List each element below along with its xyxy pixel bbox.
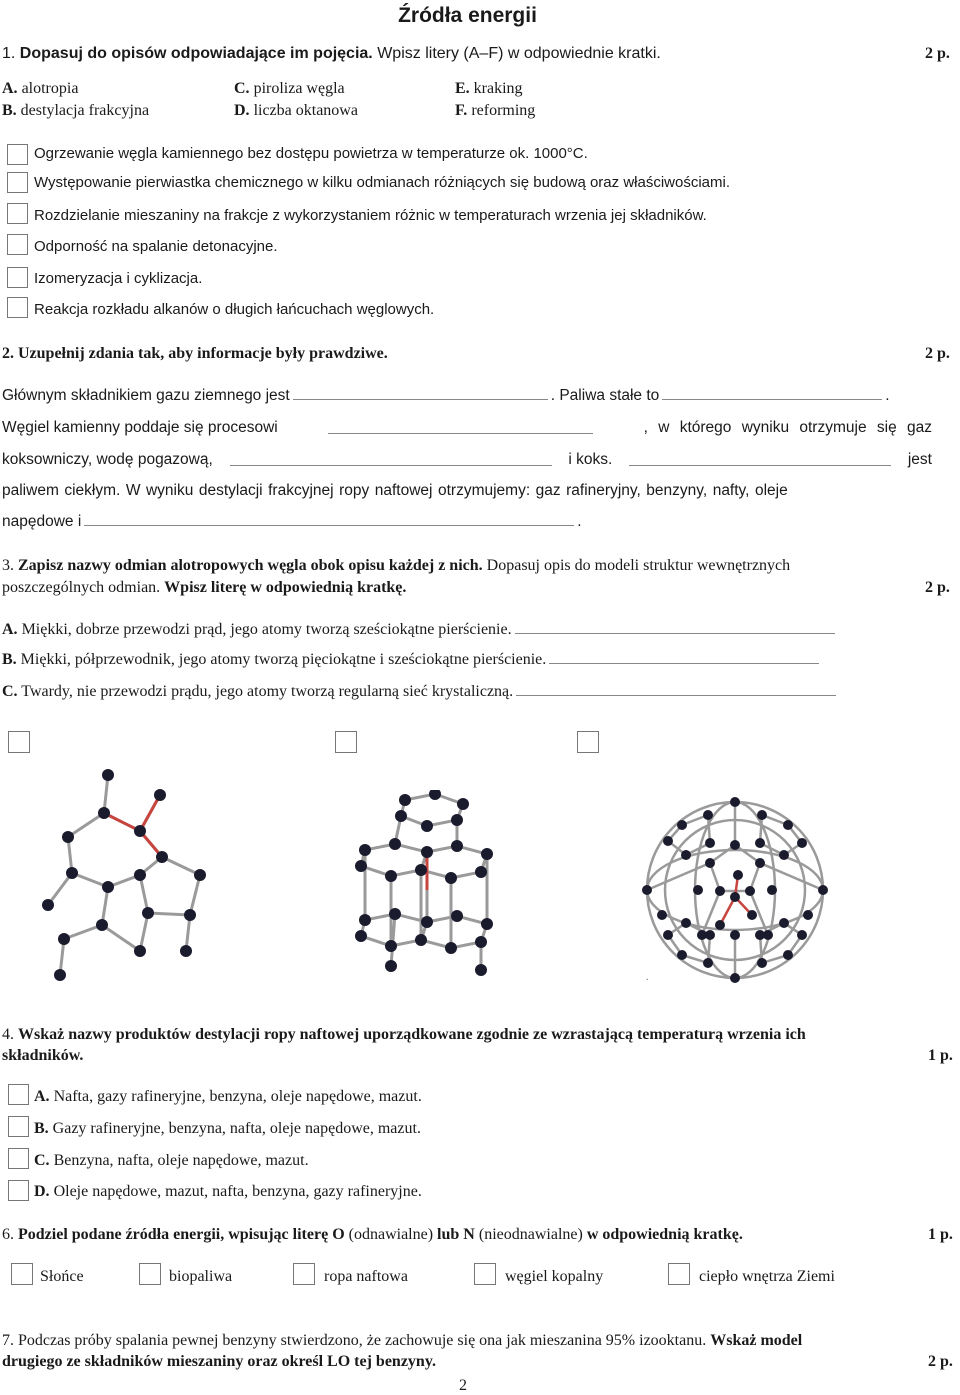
q4-option-c: C. Benzyna, nafta, oleje napędowe, mazut.: [34, 1152, 309, 1169]
term-e: E. kraking: [455, 80, 523, 97]
q4-box-a[interactable]: [8, 1084, 29, 1105]
q3-heading-line-2: poszczególnych odmian. Wpisz literę w odpowiednią kratkę.: [2, 579, 407, 596]
term-c: C. piroliza węgla: [234, 80, 345, 97]
blank-5[interactable]: [629, 464, 891, 466]
q4-box-b[interactable]: [8, 1116, 29, 1137]
q2-line-4: paliwem ciekłym. W wyniku destylacji frakcyjnej ropy naftowej otrzymujemy: gaz rafineryjny, benzyny, nafty, oleje: [2, 482, 788, 499]
model-box-3[interactable]: [577, 731, 599, 753]
description-6: Reakcja rozkładu alkanów o długich łańcuchach węglowych.: [34, 301, 435, 318]
q2-line-2: Węgiel kamienny poddaje się procesowi , w którego wyniku otrzymuje się gaz: [2, 419, 932, 436]
answer-box-4[interactable]: [7, 234, 28, 255]
term-a: A. alotropia: [2, 80, 79, 97]
q7-line-2: drugiego ze składników mieszaniny oraz określ LO tej benzyny.: [2, 1353, 436, 1370]
q4-box-d[interactable]: [8, 1180, 29, 1201]
q3-option-a: A. Miękki, dobrze przewodzi prąd, jego atomy tworzą sześciokątne pierścienie.: [2, 621, 838, 639]
q3-blank-a[interactable]: [515, 632, 835, 634]
graphite-structure-icon: [345, 790, 525, 980]
fullerene-structure-icon: [642, 785, 828, 995]
q4-option-d: D. Oleje napędowe, mazut, nafta, benzyna, gazy rafineryjne.: [34, 1183, 422, 1200]
blank-3[interactable]: [328, 432, 593, 434]
source-1: Słońce: [40, 1268, 84, 1285]
q6-box-5[interactable]: [668, 1263, 690, 1285]
answer-box-5[interactable]: [7, 267, 28, 288]
description-1: Ogrzewanie węgla kamiennego bez dostępu powietrza w temperaturze ok. 1000°C.: [34, 145, 588, 162]
model-box-1[interactable]: [8, 731, 30, 753]
q1-points: 2 p.: [925, 45, 950, 62]
q3-option-c: C. Twardy, nie przewodzi prądu, jego atomy tworzą regularną sieć krystaliczną.: [2, 683, 839, 701]
q4-option-b: B. Gazy rafineryjne, benzyna, nafta, oleje napędowe, mazut.: [34, 1120, 421, 1137]
answer-box-1[interactable]: [7, 144, 28, 165]
blank-1[interactable]: [293, 398, 548, 400]
term-b: B. destylacja frakcyjna: [2, 102, 150, 119]
q6-box-1[interactable]: [11, 1263, 33, 1285]
page-number: 2: [459, 1377, 467, 1394]
q2-line-3: koksowniczy, wodę pogazową, i koks. jest: [2, 451, 932, 468]
q2-line-1: Głównym składnikiem gazu ziemnego jest . Paliwa stałe to .: [2, 387, 890, 404]
model-box-2[interactable]: [335, 731, 357, 753]
blank-4[interactable]: [230, 464, 552, 466]
q7-line-1: 7. Podczas próby spalania pewnej benzyny stwierdzono, że zachowuje się ona jak mieszanina 95% izooktanu. Wskaż model: [2, 1332, 803, 1349]
description-2: Występowanie pierwiastka chemicznego w kilku odmianach różniących się budową oraz właściwościami.: [34, 174, 730, 191]
source-4: węgiel kopalny: [505, 1268, 604, 1285]
q6-box-4[interactable]: [474, 1263, 496, 1285]
q3-heading-line-1: 3. Zapisz nazwy odmian alotropowych węgla obok opisu każdej z nich. Dopasuj opis do modeli struktur wewnętrznych: [2, 557, 791, 574]
q6-heading: 6. Podziel podane źródła energii, wpisując literę O (odnawialne) lub N (nieodnawialne) w odpowiednią kratkę.: [2, 1226, 743, 1243]
q1-number: 1.: [2, 45, 16, 62]
blank-6[interactable]: [84, 524, 574, 526]
q1-instruction-bold: Dopasuj do opisów odpowiadające im pojęcia.: [19, 45, 373, 62]
diamond-structure-icon: [40, 765, 220, 995]
term-d: D. liczba oktanowa: [234, 102, 358, 119]
source-5: ciepło wnętrza Ziemi: [699, 1268, 835, 1285]
q2-points: 2 p.: [925, 345, 950, 362]
blank-2[interactable]: [662, 398, 882, 400]
q4-points: 1 p.: [928, 1047, 953, 1064]
q4-box-c[interactable]: [8, 1148, 29, 1169]
answer-box-6[interactable]: [7, 297, 28, 318]
q3-option-b: B. Miękki, półprzewodnik, jego atomy tworzą pięciokątne i sześciokątne pierścienie.: [2, 651, 822, 669]
page-title: Źródła energii: [398, 4, 537, 27]
q6-box-2[interactable]: [139, 1263, 161, 1285]
q3-points: 2 p.: [925, 579, 950, 596]
answer-box-2[interactable]: [7, 172, 28, 193]
description-5: Izomeryzacja i cyklizacja.: [34, 270, 203, 287]
q6-box-3[interactable]: [293, 1263, 315, 1285]
stray-dot: .: [646, 972, 649, 983]
answer-box-3[interactable]: [7, 203, 28, 224]
q2-line-5: napędowe i .: [2, 513, 582, 530]
term-f: F. reforming: [455, 102, 536, 119]
source-3: ropa naftowa: [324, 1268, 408, 1285]
q6-points: 1 p.: [928, 1226, 953, 1243]
q4-heading-line-2: składników.: [2, 1047, 84, 1064]
q2-heading: 2. Uzupełnij zdania tak, aby informacje były prawdziwe.: [2, 345, 388, 362]
q3-blank-c[interactable]: [516, 694, 836, 696]
q1-instruction-rest: Wpisz litery (A–F) w odpowiednie kratki.: [377, 45, 661, 62]
description-4: Odporność na spalanie detonacyjne.: [34, 238, 278, 255]
source-2: biopaliwa: [169, 1268, 233, 1285]
q3-blank-b[interactable]: [549, 662, 819, 664]
q4-heading-line-1: 4. Wskaż nazwy produktów destylacji ropy naftowej uporządkowane zgodnie ze wzrastającą temperaturą wrzenia ich: [2, 1026, 806, 1043]
q4-option-a: A. Nafta, gazy rafineryjne, benzyna, oleje napędowe, mazut.: [34, 1088, 422, 1105]
description-3: Rozdzielanie mieszaniny na frakcje z wykorzystaniem różnic w temperaturach wrzenia jej składników.: [34, 207, 707, 224]
q7-points: 2 p.: [928, 1353, 953, 1370]
q1-heading: [2, 45, 661, 63]
